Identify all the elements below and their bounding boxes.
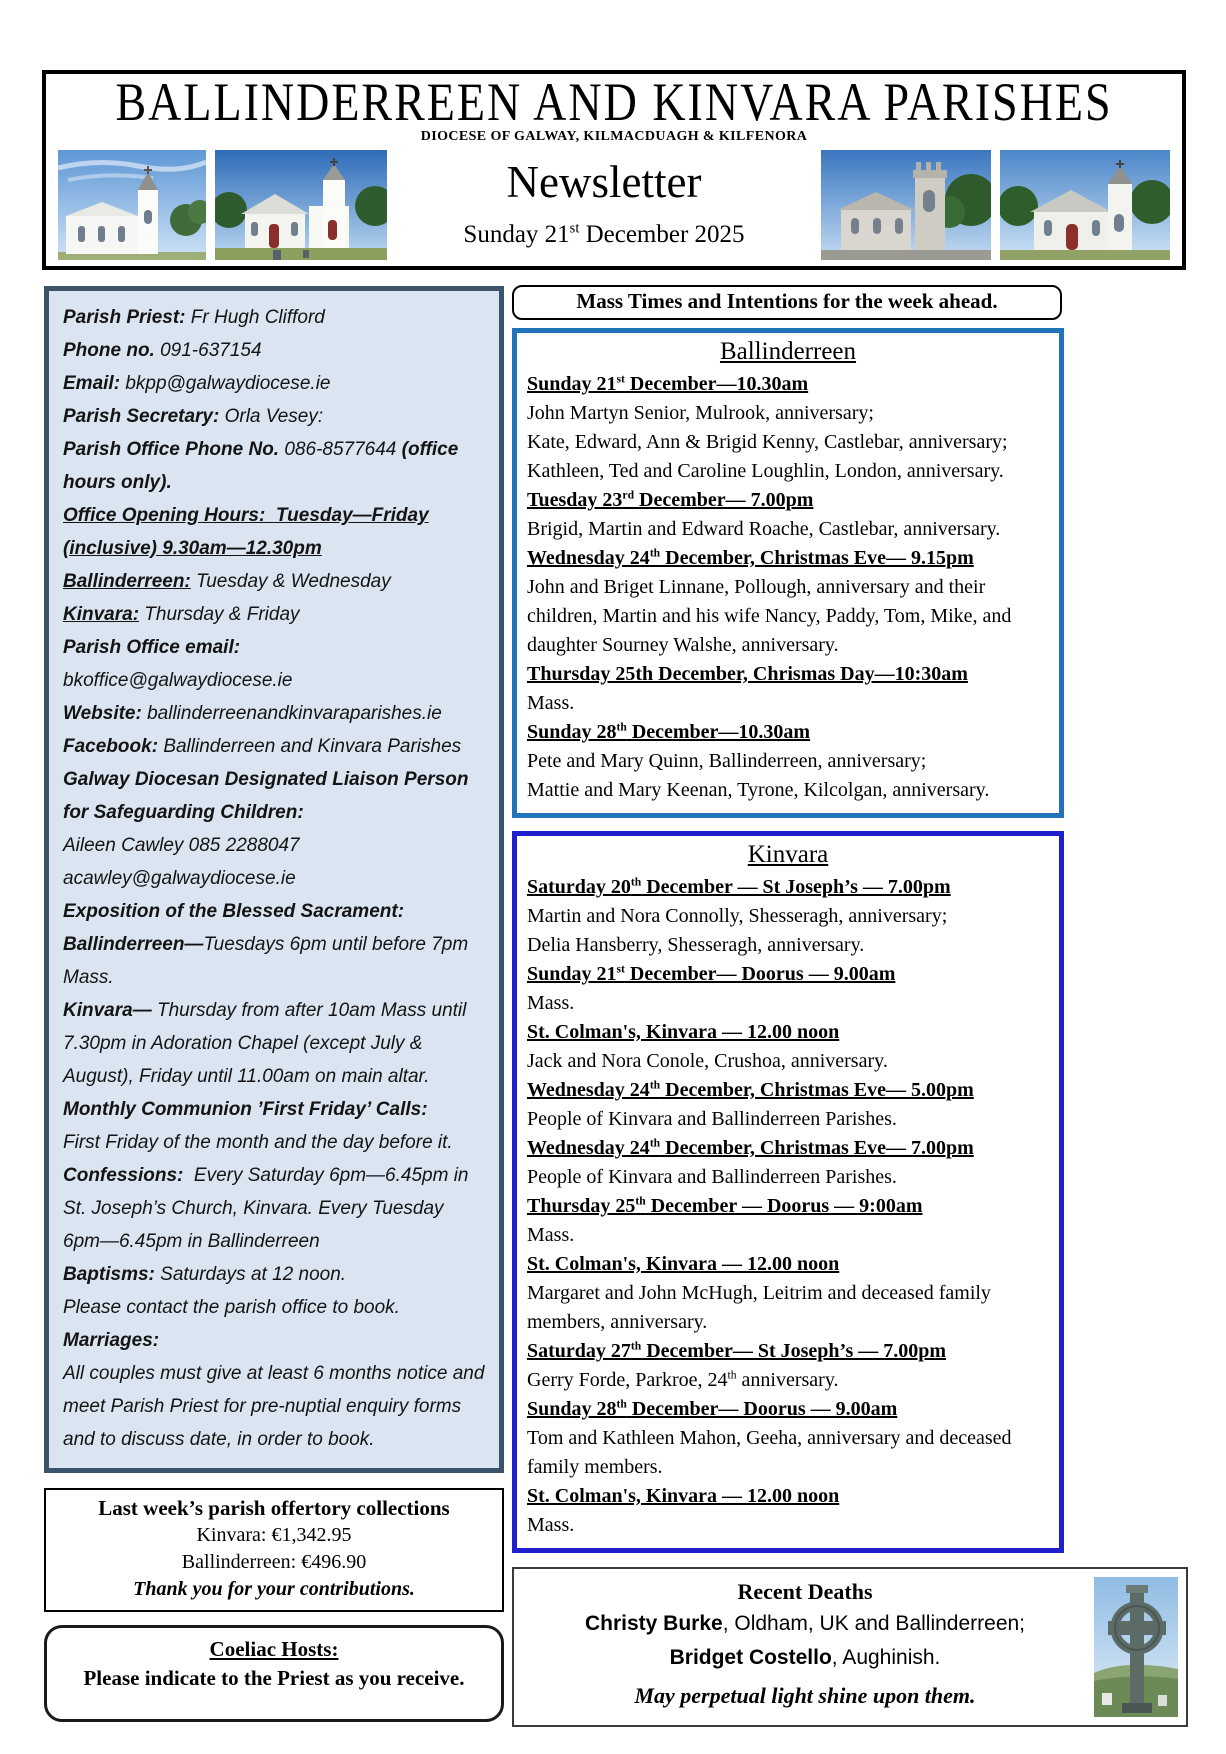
page-title: BALLINDERREEN AND KINVARA PARISHES (115, 71, 1113, 132)
mass-entry-intention: Pete and Mary Quinn, Ballinderreen, anniversary; (527, 750, 927, 772)
parish-info-line: Parish Office Phone No. 086-8577644 (office hours only). (63, 439, 459, 493)
parish-info-line: Exposition of the Blessed Sacrament: (63, 901, 405, 922)
coeliac-text: Please indicate to the Priest as you receive. (83, 1666, 465, 1690)
mass-entry-intention: People of Kinvara and Ballinderreen Parishes. (527, 1166, 897, 1188)
recent-deaths-content (524, 1577, 1086, 1717)
parish-info-line: Parish Office email: (63, 637, 241, 658)
ballinderreen-section-title: Ballinderreen (719, 338, 857, 365)
parish-info-line: Monthly Communion ’First Friday’ Calls: (63, 1099, 428, 1120)
parish-info-line: bkoffice@galwaydiocese.ie (63, 670, 293, 691)
parish-info-panel (44, 286, 504, 1473)
celtic-cross-photo (1094, 1577, 1178, 1717)
mass-entry-heading: Sunday 21st December— Doorus — 9.00am (527, 962, 896, 985)
parish-info-line: Marriages: (63, 1330, 160, 1351)
parish-info-line: Kinvara: Thursday & Friday (63, 604, 300, 625)
ballinderreen-mass-entries (527, 370, 1049, 805)
parish-info-line: Galway Diocesan Designated Liaison Person for Safeguarding Children: (63, 769, 469, 823)
mass-entry-intention: Margaret and John McHugh, Leitrim and deceased family members, anniversary. (527, 1282, 991, 1333)
ballinderreen-mass-section (512, 328, 1064, 818)
header-photos-left (58, 150, 387, 260)
mass-entry-intention: Kathleen, Ted and Caroline Loughlin, London, anniversary. (527, 460, 1004, 482)
mass-entry-intention: John Martyn Senior, Mulrook, anniversary; (527, 402, 874, 424)
mass-entry-intention: Jack and Nora Conole, Crushoa, anniversary. (527, 1050, 888, 1072)
kinvara-section-title: Kinvara (747, 841, 829, 868)
parish-info-line: All couples must give at least 6 months notice and meet Parish Priest for pre-nuptial enquiry forms and to discuss date, in order to book. (63, 1363, 485, 1450)
newsletter-title: Newsletter (506, 157, 702, 207)
mass-entry-heading: Saturday 20th December — St Joseph’s — 7.00pm (527, 875, 951, 898)
parish-info-line: Please contact the parish office to book. (63, 1297, 400, 1318)
mass-entry-intention: Mass. (527, 1224, 575, 1246)
mass-times-header-label: Mass Times and Intentions for the week ahead. (576, 289, 998, 313)
mass-entry-heading: St. Colman's, Kinvara — 12.00 noon (527, 1253, 840, 1275)
recent-deaths-title: Recent Deaths (737, 1579, 873, 1604)
mass-entry-intention: Mass. (527, 1514, 575, 1536)
mass-entry-heading: Wednesday 24th December, Christmas Eve— 7.00pm (527, 1136, 974, 1159)
mass-entry-intention: Kate, Edward, Ann & Brigid Kenny, Castlebar, anniversary; (527, 431, 1008, 453)
parish-info-line: Parish Secretary: Orla Vesey: (63, 406, 324, 427)
mass-entry-heading: St. Colman's, Kinvara — 12.00 noon (527, 1485, 840, 1507)
mass-entry-heading: Sunday 21st December—10.30am (527, 372, 809, 395)
parish-info-line: acawley@galwaydiocese.ie (63, 868, 296, 889)
recent-deaths-section (512, 1567, 1188, 1727)
mass-entry-heading: Thursday 25th December, Chrismas Day—10:30am (527, 663, 968, 685)
coeliac-hosts-box (44, 1625, 504, 1722)
mass-entry-intention: Mass. (527, 992, 575, 1014)
mass-times-header (512, 285, 1062, 320)
parish-info-line: Baptisms: Saturdays at 12 noon. (63, 1264, 347, 1285)
recent-deaths-footer: May perpetual light shine upon them. (634, 1683, 976, 1708)
mass-entry-intention: People of Kinvara and Ballinderreen Parishes. (527, 1108, 897, 1130)
mass-entry-intention: Delia Hansberry, Shesseragh, anniversary. (527, 934, 865, 956)
church-photo-left-2 (215, 150, 387, 260)
recent-deaths-lines (524, 1607, 1086, 1675)
header-photo-row (46, 145, 1182, 260)
diocese-subtitle: DIOCESE OF GALWAY, KILMACDUAGH & KILFENORA (420, 129, 808, 144)
mass-entry-heading: Sunday 28th December—10.30am (527, 720, 811, 743)
coeliac-title: Coeliac Hosts: (209, 1637, 339, 1661)
parish-info-line: Ballinderreen—Tuesdays 6pm until before 7pm Mass. (63, 934, 469, 988)
mass-entry-heading: Thursday 25th December — Doorus — 9:00am (527, 1194, 923, 1217)
offertory-kinvara-amount: Kinvara: €1,342.95 (196, 1524, 352, 1546)
parish-info-line: Confessions: Every Saturday 6pm—6.45pm in St. Joseph’s Church, Kinvara. Every Tuesday 6pm—6.45pm in Ballinderreen (63, 1165, 469, 1252)
mass-entry-heading: St. Colman's, Kinvara — 12.00 noon (527, 1021, 840, 1043)
mass-entry-intention: Mattie and Mary Keenan, Tyrone, Kilcolgan, anniversary. (527, 779, 990, 801)
mass-entry-heading: Tuesday 23rd December— 7.00pm (527, 488, 814, 511)
mass-entry-intention: Tom and Kathleen Mahon, Geeha, anniversary and deceased family members. (527, 1427, 1012, 1478)
parish-info-line: Aileen Cawley 085 2288047 (63, 835, 300, 856)
mass-entry-heading: Saturday 27th December— St Joseph’s — 7.00pm (527, 1339, 947, 1362)
kinvara-mass-entries (527, 873, 1049, 1540)
mass-entry-intention: Gerry Forde, Parkroe, 24th anniversary. (527, 1368, 839, 1391)
parish-info-line: First Friday of the month and the day before it. (63, 1132, 453, 1153)
church-photo-left-1 (58, 150, 206, 260)
parish-info-line: Email: bkpp@galwaydiocese.ie (63, 373, 331, 394)
mass-entry-intention: Mass. (527, 692, 575, 714)
parish-info-line: Facebook: Ballinderreen and Kinvara Parishes (63, 736, 462, 757)
mass-entry-intention: Brigid, Martin and Edward Roache, Castlebar, anniversary. (527, 518, 1001, 540)
left-column (44, 286, 504, 1722)
parish-info-line: Kinvara— Thursday from after 10am Mass until 7.30pm in Adoration Chapel (except July & August), Friday until 11.00am on main altar. (63, 1000, 467, 1087)
newsletter-date: Sunday 21st December 2025 (463, 220, 745, 248)
parish-info-line: Phone no. 091-637154 (63, 340, 262, 361)
header-photos-right (821, 150, 1170, 260)
offertory-thanks: Thank you for your contributions. (133, 1578, 415, 1600)
recent-death-entry: Christy Burke, Oldham, UK and Ballinderreen; (584, 1612, 1026, 1635)
mass-entry-intention: John and Briget Linnane, Pollough, anniversary and their children, Martin and his wife Nancy, Paddy, Tom, Mike, and daughter Sourney Walshe, anniversary. (527, 576, 1012, 656)
mass-entry-heading: Wednesday 24th December, Christmas Eve— 5.00pm (527, 1078, 974, 1101)
recent-death-entry: Bridget Costello, Aughinish. (669, 1646, 941, 1669)
offertory-title: Last week’s parish offertory collections (98, 1496, 450, 1520)
mass-entry-intention: Martin and Nora Connolly, Shesseragh, anniversary; (527, 905, 948, 927)
church-photo-right-1 (821, 150, 991, 260)
parish-info-lines (63, 301, 485, 1456)
offertory-ballinderreen-amount: Ballinderreen: €496.90 (181, 1551, 367, 1573)
parish-info-line: Office Opening Hours: Tuesday—Friday (inclusive) 9.30am—12.30pm (63, 505, 429, 559)
offertory-collections-box (44, 1488, 504, 1612)
header-center (387, 150, 821, 250)
mass-entry-heading: Sunday 28th December— Doorus — 9.00am (527, 1397, 898, 1420)
right-column (512, 285, 1188, 1727)
parish-info-line: Parish Priest: Fr Hugh Clifford (63, 307, 325, 328)
newsletter-header (42, 70, 1186, 270)
church-photo-right-2 (1000, 150, 1170, 260)
mass-entry-heading: Wednesday 24th December, Christmas Eve— 9.15pm (527, 546, 974, 569)
parish-info-line: Website: ballinderreenandkinvaraparishes.ie (63, 703, 442, 724)
kinvara-mass-section (512, 831, 1064, 1553)
parish-info-line: Ballinderreen: Tuesday & Wednesday (63, 571, 391, 592)
